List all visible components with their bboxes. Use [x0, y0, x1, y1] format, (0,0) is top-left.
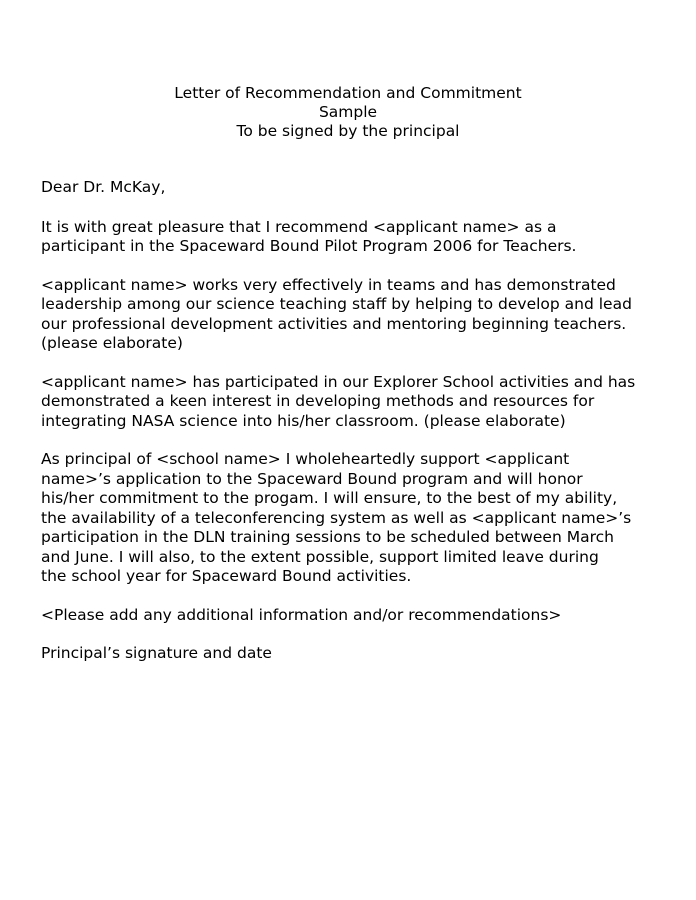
paragraph-line: It is with great pleasure that I recommend <applicant name> as a [41, 217, 557, 236]
paragraph-line: and June. I will also, to the extent possible, support limited leave during [41, 547, 599, 566]
paragraph-line: the availability of a teleconferencing system as well as <applicant name>’s [41, 508, 632, 527]
letter-title: Letter of Recommendation and Commitment [174, 84, 522, 102]
paragraph-line: demonstrated a keen interest in developing methods and resources for [41, 392, 595, 410]
paragraph-additional-info: <Please add any additional information and/or recommendations> [41, 605, 562, 624]
paragraph-explorer-school [41, 373, 671, 432]
paragraph-line: participant in the Spaceward Bound Pilot Program 2006 for Teachers. [41, 237, 577, 255]
letter-note: To be signed by the principal [236, 122, 460, 140]
paragraph-line: name>’s application to the Spaceward Bound program and will honor [41, 469, 583, 488]
paragraph-line: participation in the DLN training sessions to be scheduled between March [41, 528, 614, 546]
paragraph-line: his/her commitment to the progam. I will ensure, to the best of my ability, [41, 489, 618, 507]
paragraph-principal-support [41, 450, 671, 587]
paragraph-line: integrating NASA science into his/her classroom. (please elaborate) [41, 411, 566, 430]
letter-header [0, 84, 696, 141]
paragraph-teamwork [41, 276, 671, 354]
paragraph-line: (please elaborate) [41, 334, 183, 352]
letter-body [41, 178, 671, 683]
paragraph-line: <applicant name> works very effectively in teams and has demonstrated [41, 275, 616, 294]
salutation: Dear Dr. McKay, [41, 178, 166, 196]
paragraph-line: the school year for Spaceward Bound activities. [41, 567, 412, 585]
paragraph-line: As principal of <school name> I wholeheartedly support <applicant [41, 450, 570, 468]
signature-line: Principal’s signature and date [41, 644, 272, 662]
paragraph-line: our professional development activities and mentoring beginning teachers. [41, 314, 627, 333]
paragraph-line: <applicant name> has participated in our Explorer School activities and has [41, 372, 636, 391]
paragraph-recommendation [41, 218, 671, 257]
letter-subtitle: Sample [318, 103, 378, 121]
paragraph-line: leadership among our science teaching staff by helping to develop and lead [41, 295, 632, 313]
